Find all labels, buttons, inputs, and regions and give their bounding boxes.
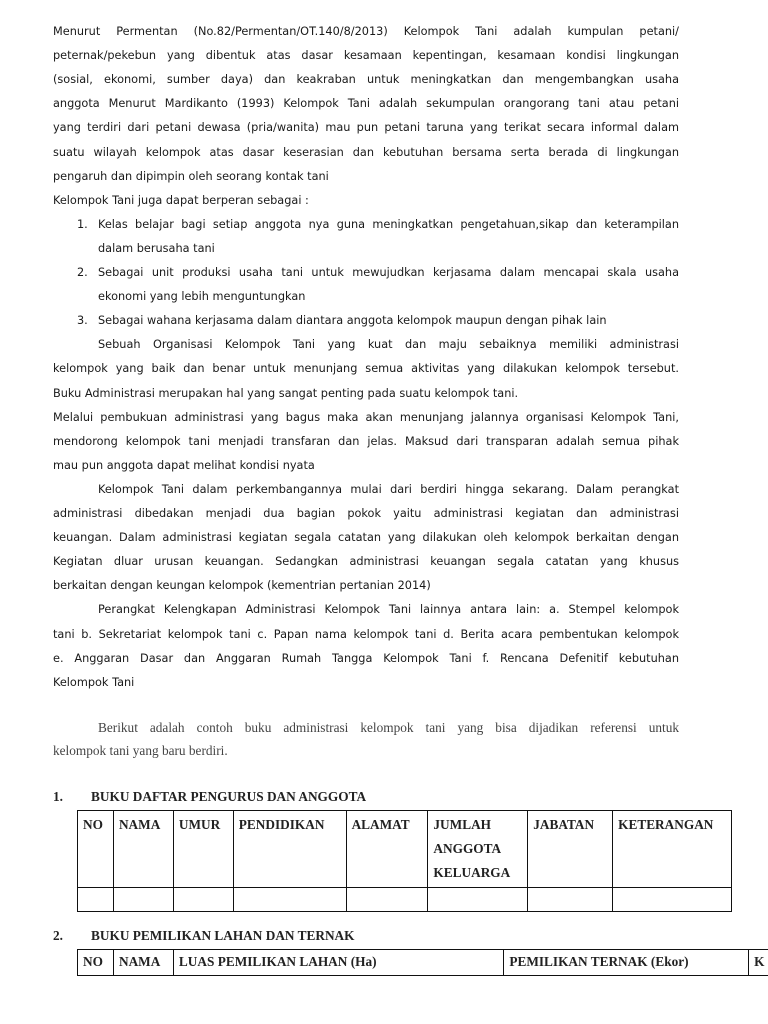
paragraph-line: Perangkat Kelengkapan Administrasi Kelompok Tani lainnya antara lain: a. Stempel kelompok: [98, 603, 679, 616]
list-number: 2.: [77, 266, 88, 279]
paragraph-line: Buku Administrasi merupakan hal yang sangat penting pada suatu kelompok tani.: [53, 387, 519, 400]
list-item: Sebagai unit produksi usaha tani untuk mewujudkan kerjasama dalam mencapai skala usaha: [98, 266, 679, 279]
column-header: JABATAN: [528, 811, 613, 888]
list-item-continued: ekonomi yang lebih menguntungkan: [98, 290, 306, 303]
list-item-continued: dalam berusaha tani: [98, 242, 215, 255]
paragraph-line: Melalui pembukuan administrasi yang bagus maka akan menunjang jalannya organisasi Kelompok Tani,: [53, 411, 679, 424]
column-header: LUAS PEMILIKAN LAHAN (Ha): [173, 950, 503, 976]
paragraph-line: e. Anggaran Dasar dan Anggaran Rumah Tangga Kelompok Tani f. Rencana Defenitif kebutuhan: [53, 652, 679, 665]
paragraph-line: yang terdiri dari petani dewasa (pria/wanita) mau pun petani taruna yang terikat secara informal dalam: [53, 121, 679, 134]
column-header: ALAMAT: [346, 811, 428, 888]
paragraph-line: anggota Menurut Mardikanto (1993) Kelompok Tani adalah sekumpulan orangorang tani atau petani: [53, 97, 679, 110]
column-header: UMUR: [173, 811, 233, 888]
table-header-row: [78, 950, 768, 976]
paragraph-line: peternak/pekebun yang dibentuk atas dasar kesamaan kepentingan, kesamaan kondisi lingkungan: [53, 49, 679, 62]
column-header: NO: [78, 950, 114, 976]
column-header: K: [749, 950, 768, 976]
paragraph-line: administrasi dibedakan menjadi dua bagian pokok yaitu administrasi kegiatan dan administrasi: [53, 507, 679, 520]
paragraph-line: pengaruh dan dipimpin oleh seorang kontak tani: [53, 170, 329, 183]
section-number: 2.: [53, 928, 63, 943]
column-header: PENDIDIKAN: [233, 811, 346, 888]
paragraph-line: Sebuah Organisasi Kelompok Tani yang kuat dan maju sebaiknya memiliki administrasi: [98, 338, 679, 351]
column-header-line: JUMLAH: [433, 817, 492, 832]
section-title: BUKU PEMILIKAN LAHAN DAN TERNAK: [91, 928, 355, 943]
paragraph-line: keuangan. Dalam administrasi kegiatan segala catatan yang dilakukan oleh kelompok berkaitan dengan: [53, 531, 679, 544]
land-livestock-table: [77, 949, 768, 976]
list-item: Kelas belajar bagi setiap anggota nya guna meningkatkan pengetahuan,sikap dan keterampilan: [98, 218, 679, 231]
paragraph-line: kelompok yang baik dan benar untuk menunjang semua aktivitas yang dilakukan kelompok tersebut.: [53, 362, 679, 375]
paragraph-line: (sosial, ekonomi, sumber daya) dan keakraban untuk meningkatkan dan mengembangkan usaha: [53, 73, 679, 86]
intro-line: Berikut adalah contoh buku administrasi kelompok tani yang bisa dijadikan referensi untuk: [98, 720, 679, 735]
column-header: NAMA: [113, 950, 173, 976]
section-title: BUKU DAFTAR PENGURUS DAN ANGGOTA: [91, 789, 367, 804]
paragraph-line: Kelompok Tani: [53, 676, 135, 689]
column-header: NO: [78, 811, 114, 888]
list-number: 1.: [77, 218, 88, 231]
paragraph-line: Kegiatan dluar urusan keuangan. Sedangkan administrasi keuangan segala catatan yang khusus: [53, 555, 679, 568]
column-header: KETERANGAN: [613, 811, 732, 888]
column-header: NAMA: [113, 811, 173, 888]
paragraph-line: Kelompok Tani juga dapat berperan sebagai :: [53, 194, 309, 207]
paragraph-line: berkaitan dengan keungan kelompok (kementrian pertanian 2014): [53, 579, 431, 592]
paragraph-line: tani b. Sekretariat kelompok tani c. Papan nama kelompok tani d. Berita acara pembentukan kelompok: [53, 628, 679, 641]
paragraph-line: mendorong kelompok tani menjadi transfaran dan jelas. Maksud dari transparan adalah semua pihak: [53, 435, 679, 448]
section-number: 1.: [53, 789, 63, 804]
paragraph-line: suatu wilayah kelompok atas dasar keserasian dan kebutuhan bersama serta berada di lingkungan: [53, 146, 679, 159]
paragraph-line: Kelompok Tani dalam perkembangannya mulai dari berdiri hingga sekarang. Dalam perangkat: [98, 483, 679, 496]
list-item: Sebagai wahana kerjasama dalam diantara anggota kelompok maupun dengan pihak lain: [98, 314, 607, 327]
paragraph-line: Menurut Permentan (No.82/Permentan/OT.140/8/2013) Kelompok Tani adalah kumpulan petani/: [53, 25, 679, 38]
column-header-line: KELUARGA: [433, 865, 511, 880]
list-number: 3.: [77, 314, 88, 327]
column-header-line: ANGGOTA: [433, 841, 502, 856]
paragraph-line: mau pun anggota dapat melihat kondisi nyata: [53, 459, 315, 472]
column-header: PEMILIKAN TERNAK (Ekor): [504, 950, 749, 976]
intro-line: kelompok tani yang baru berdiri.: [53, 743, 228, 758]
